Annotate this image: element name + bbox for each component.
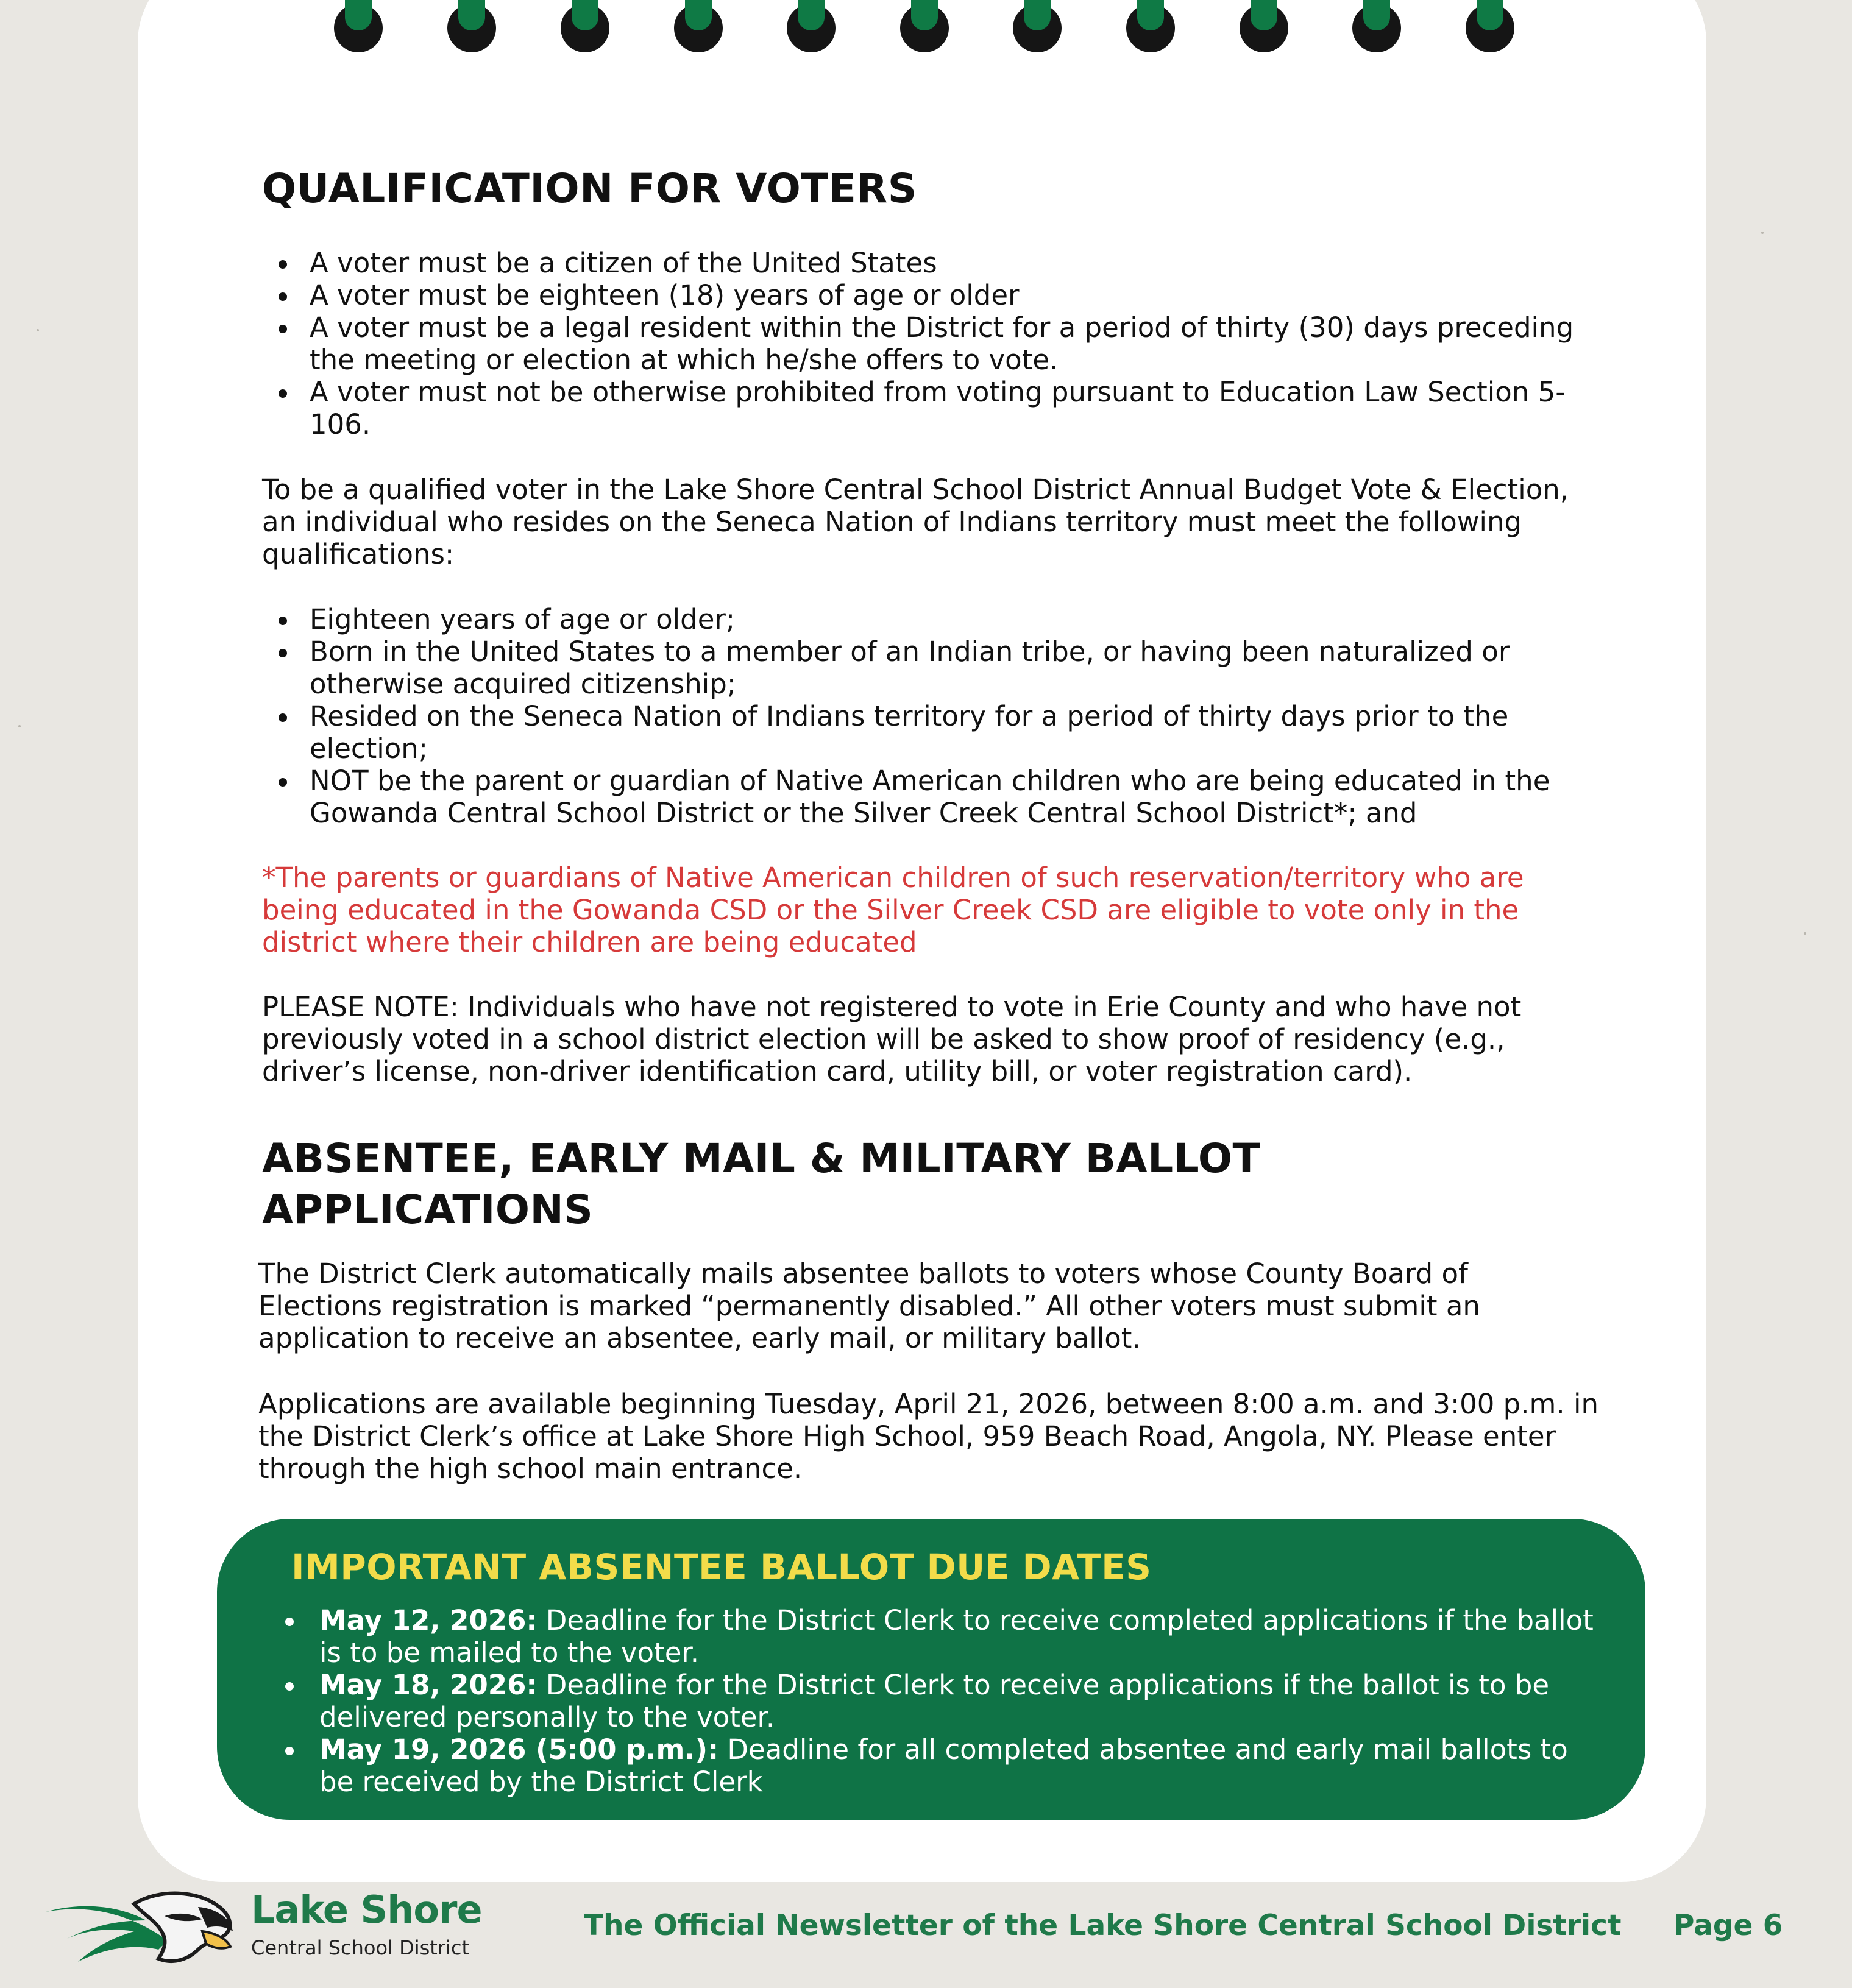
paper-speck	[1761, 232, 1764, 234]
list-item: Resided on the Seneca Nation of Indians territory for a period of thirty days prior to the election;	[262, 700, 1603, 765]
logo-subtitle: Central School District	[251, 1936, 470, 1959]
spiral-ring-icon	[674, 0, 723, 52]
newsletter-title: The Official Newsletter of the Lake Shore Central School District	[584, 1909, 1622, 1942]
footnote-paragraph: *The parents or guardians of Native American children of such reservation/territory who are being educated in the Gowanda CSD or the Silver Creek CSD are eligible to vote only in the district where their children are being educated	[262, 861, 1524, 958]
list-item: A voter must be eighteen (18) years of age or older	[262, 279, 1603, 311]
due-date-text: Deadline for all completed absentee and early mail ballots to be received by the District Clerk	[319, 1733, 1568, 1798]
seneca-intro-paragraph: To be a qualified voter in the Lake Shore Central School District Annual Budget Vote & Election, an individual who resides on the Seneca Nation of Indians territory must meet the following qualifications:	[262, 473, 1569, 570]
due-date-text: Deadline for the District Clerk to receive completed applications if the ballot is to be mailed to the voter.	[319, 1604, 1594, 1669]
seneca-qualification-list	[262, 603, 1603, 829]
spiral-ring-icon	[1240, 0, 1288, 52]
list-item: NOT be the parent or guardian of Native American children who are being educated in the Gowanda Central School District or the Silver Creek Central School District*; and	[262, 765, 1603, 829]
spiral-ring-icon	[334, 0, 383, 52]
please-note-paragraph: PLEASE NOTE: Individuals who have not registered to vote in Erie County and who have not previously voted in a school district election will be asked to show proof of residency (e.g., driver’s license, non-driver identification card, utility bill, or voter registration card).	[262, 991, 1522, 1088]
due-dates-list	[269, 1604, 1610, 1798]
paper-speck	[18, 725, 21, 727]
spiral-ring-icon	[447, 0, 496, 52]
list-item: A voter must be a legal resident within the District for a period of thirty (30) days preceding the meeting or election at which he/she offers to vote.	[262, 311, 1603, 376]
applications-paragraph: Applications are available beginning Tuesday, April 21, 2026, between 8:00 a.m. and 3:00 p.m. in the District Clerk’s office at Lake Shore High School, 959 Beach Road, Angola, NY. Please enter through the high school main entrance.	[258, 1388, 1599, 1485]
section-title-absentee	[262, 1133, 1603, 1236]
spiral-ring-icon	[1126, 0, 1175, 52]
section-title-line: APPLICATIONS	[262, 1186, 594, 1233]
due-date-text: Deadline for the District Clerk to receive applications if the ballot is to be delivered personally to the voter.	[319, 1669, 1550, 1733]
list-item: Born in the United States to a member of an Indian tribe, or having been naturalized or otherwise acquired citizenship;	[262, 635, 1603, 700]
absentee-paragraph: The District Clerk automatically mails absentee ballots to voters whose County Board of Elections registration is marked “permanently disabled.” All other voters must submit an application to receive an absentee, early mail, or military ballot.	[258, 1258, 1480, 1354]
due-dates-box	[217, 1519, 1645, 1820]
spiral-ring-icon	[1466, 0, 1514, 52]
due-dates-title: IMPORTANT ABSENTEE BALLOT DUE DATES	[291, 1546, 1152, 1588]
spiral-ring-icon	[900, 0, 949, 52]
due-date-item	[269, 1669, 1610, 1733]
spiral-ring-icon	[787, 0, 836, 52]
eagle-logo-icon	[43, 1883, 238, 1974]
due-date-label: May 12, 2026:	[319, 1604, 538, 1636]
due-date-item	[269, 1733, 1610, 1798]
voter-qualification-list	[262, 247, 1603, 440]
list-item: A voter must be a citizen of the United States	[262, 247, 1603, 279]
section-title-qualification: QUALIFICATION FOR VOTERS	[262, 165, 917, 212]
logo-name: Lake Shore	[251, 1887, 482, 1932]
due-date-label: May 18, 2026:	[319, 1669, 538, 1701]
list-item: A voter must not be otherwise prohibited from voting pursuant to Education Law Section 5-106.	[262, 376, 1603, 440]
page-number: Page 6	[1673, 1909, 1783, 1942]
paper-speck	[1804, 932, 1806, 935]
section-title-line: ABSENTEE, EARLY MAIL & MILITARY BALLOT	[262, 1135, 1260, 1182]
paper-speck	[37, 329, 39, 331]
list-item: Eighteen years of age or older;	[262, 603, 1603, 635]
spiral-ring-icon	[561, 0, 609, 52]
spiral-ring-icon	[1352, 0, 1401, 52]
spiral-ring-icon	[1013, 0, 1062, 52]
due-date-item	[269, 1604, 1610, 1669]
due-date-label: May 19, 2026 (5:00 p.m.):	[319, 1733, 719, 1766]
